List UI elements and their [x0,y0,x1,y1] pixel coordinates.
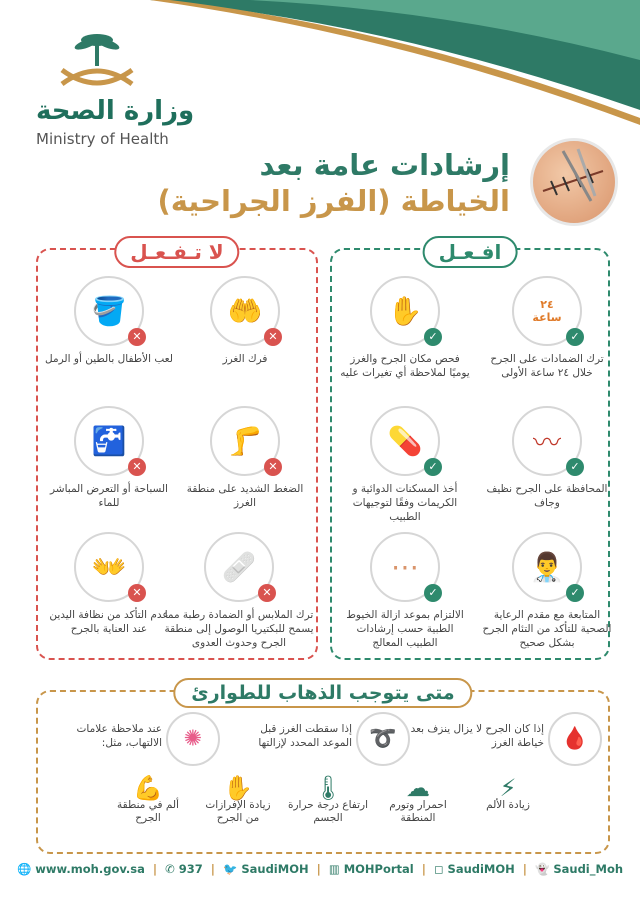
do-item-check-wound: ✋ ✓ فحص مكان الجرح والغرز يوميًا لملاحظة أي تغيرات عليه [340,276,470,380]
scratching-hand-icon: 🤲 [227,294,263,328]
dont-item-water: 🚰 ✕ السباحة أو التعرض المباشر للماء [44,406,174,510]
water-tap-icon: 🚰 [91,424,127,458]
dont-panel [36,240,318,660]
emergency-condition-inflammation: عند ملاحظة علامات الالتهاب، مثل: [76,723,162,749]
symptom-redness: ☁ احمرار وتورم المنطقة [378,782,458,825]
pain-icon: ⚡ [499,774,517,802]
stitches-removal-icon: ⋯ [391,550,419,584]
pressed-leg-icon: 🦵 [227,424,263,458]
medicine-bottles-icon: 💊 [387,424,423,458]
wet-bandage-icon: 🩹 [221,550,257,584]
page-title-line1: إرشادات عامة بعد [259,148,510,182]
twitter-icon: 🐦 [223,862,238,876]
dont-item-dirty-hands: 👐 ✕ عدم التأكد من نظافة اليدين عند العناية بالجرح [44,532,174,636]
dont-item-sand: 🪣 ✕ لعب الأطفال بالطين أو الرمل [44,276,174,366]
website-link[interactable]: www.moh.gov.sa [35,862,145,876]
do-item-keep-clean: 〰 ✓ المحافظة على الجرح نظيف وجاف [482,406,612,510]
dont-item-pressure: 🦵 ✕ الضغط الشديد على منطقة الغرز [180,406,310,510]
footer-links: 🌐 www.moh.gov.sa | ✆ 937 | 🐦 SaudiMOH | ▥ MOHPortal | ◻ SaudiMOH | 👻 Saudi_Moh [16,862,624,876]
dont-panel-tag: لا تـفـعـل [114,236,239,268]
symptom-fever: 🌡 ارتفاع درجة حرارة الجسم [287,774,368,824]
dirty-hands-icon: 👐 [91,550,127,584]
redness-icon: ☁ [406,774,430,802]
doctor-icon: 👨‍⚕️ [529,550,565,584]
hand-bandage-icon: ✋ [387,294,423,328]
infection-icon: ✺ [166,712,220,766]
logo-arabic-text: وزارة الصحة [36,96,195,126]
twitter-link[interactable]: SaudiMOH [241,862,309,876]
emergency-panel [36,682,610,854]
arm-pain-icon: 💪 [133,774,163,802]
symptom-pain: ⚡ زيادة الألم [468,782,548,812]
discharge-icon: ✋ [223,774,253,802]
snapchat-link[interactable]: Saudi_Moh [553,862,624,876]
symptom-discharge: ✋ زيادة الإفرازات من الجرح [198,782,278,825]
do-item-stitch-removal: ⋯ ✓ الالتزام بموعد ازالة الخيوط الطبية حسب إرشادات الطبيب المعالج [340,532,470,650]
do-item-take-medicine: 💊 ✓ أخذ المسكنات الدوائية و الكريمات وفقًا لتوجيهات الطبيب [340,406,470,524]
snapchat-icon: 👻 [535,862,550,876]
bleeding-wound-icon: 🩸 [548,712,602,766]
dont-item-rub: 🤲 ✕ فرك الغرز [180,276,310,366]
portal-link[interactable]: MOHPortal [343,862,414,876]
logo-english-text: Ministry of Health [36,130,169,148]
do-item-keep-bandage: ٢٤ ساعة ✓ ترك الضمادات على الجرح خلال ٢٤ ساعة الأولى [482,276,612,380]
phone-icon: ✆ [165,862,175,876]
do-panel-tag: افـعـل [423,236,518,268]
sand-bucket-icon: 🪣 [91,294,127,328]
fever-icon: 🌡 [312,774,344,802]
page-title-line2: الخياطة (الفرز الجراحية) [157,184,510,218]
phone-number[interactable]: 937 [178,862,203,876]
stitches-photo-icon [530,138,618,226]
emergency-condition-loose-stitches: إذا سقطت الغرز قبل الموعد المحدد لإزالتها [258,723,352,749]
do-item-follow-up: 👨‍⚕️ ✓ المتابعة مع مقدم الرعاية الصحية للتأكد من التئام الجرح بشكل صحيح [482,532,612,650]
globe-icon: 🌐 [16,862,32,876]
do-panel [330,240,612,660]
dont-item-wet-bandage: 🩹 ✕ ترك الملابس أو الضمادة رطبة مما يسمح للبكتيريا الوصول إلى منطقة الجرح وحدوث العدوى [164,532,314,650]
symptom-wound-pain: 💪 ألم في منطقة الجرح [108,782,188,825]
stitched-skin-icon: 〰 [532,426,562,459]
loose-stitch-icon: ➰ [356,712,410,766]
instagram-link[interactable]: SaudiMOH [447,862,515,876]
24h-clock-icon: ٢٤ ساعة [532,298,562,324]
instagram-icon: ◻ [433,862,444,876]
portal-icon: ▥ [328,862,340,876]
emergency-condition-bleeding: إذا كان الجرح لا يزال ينزف بعد خياطة الغرز [410,723,544,749]
moh-logo-icon [52,26,142,94]
emergency-tag: متى يتوجب الذهاب للطوارئ [173,678,472,708]
